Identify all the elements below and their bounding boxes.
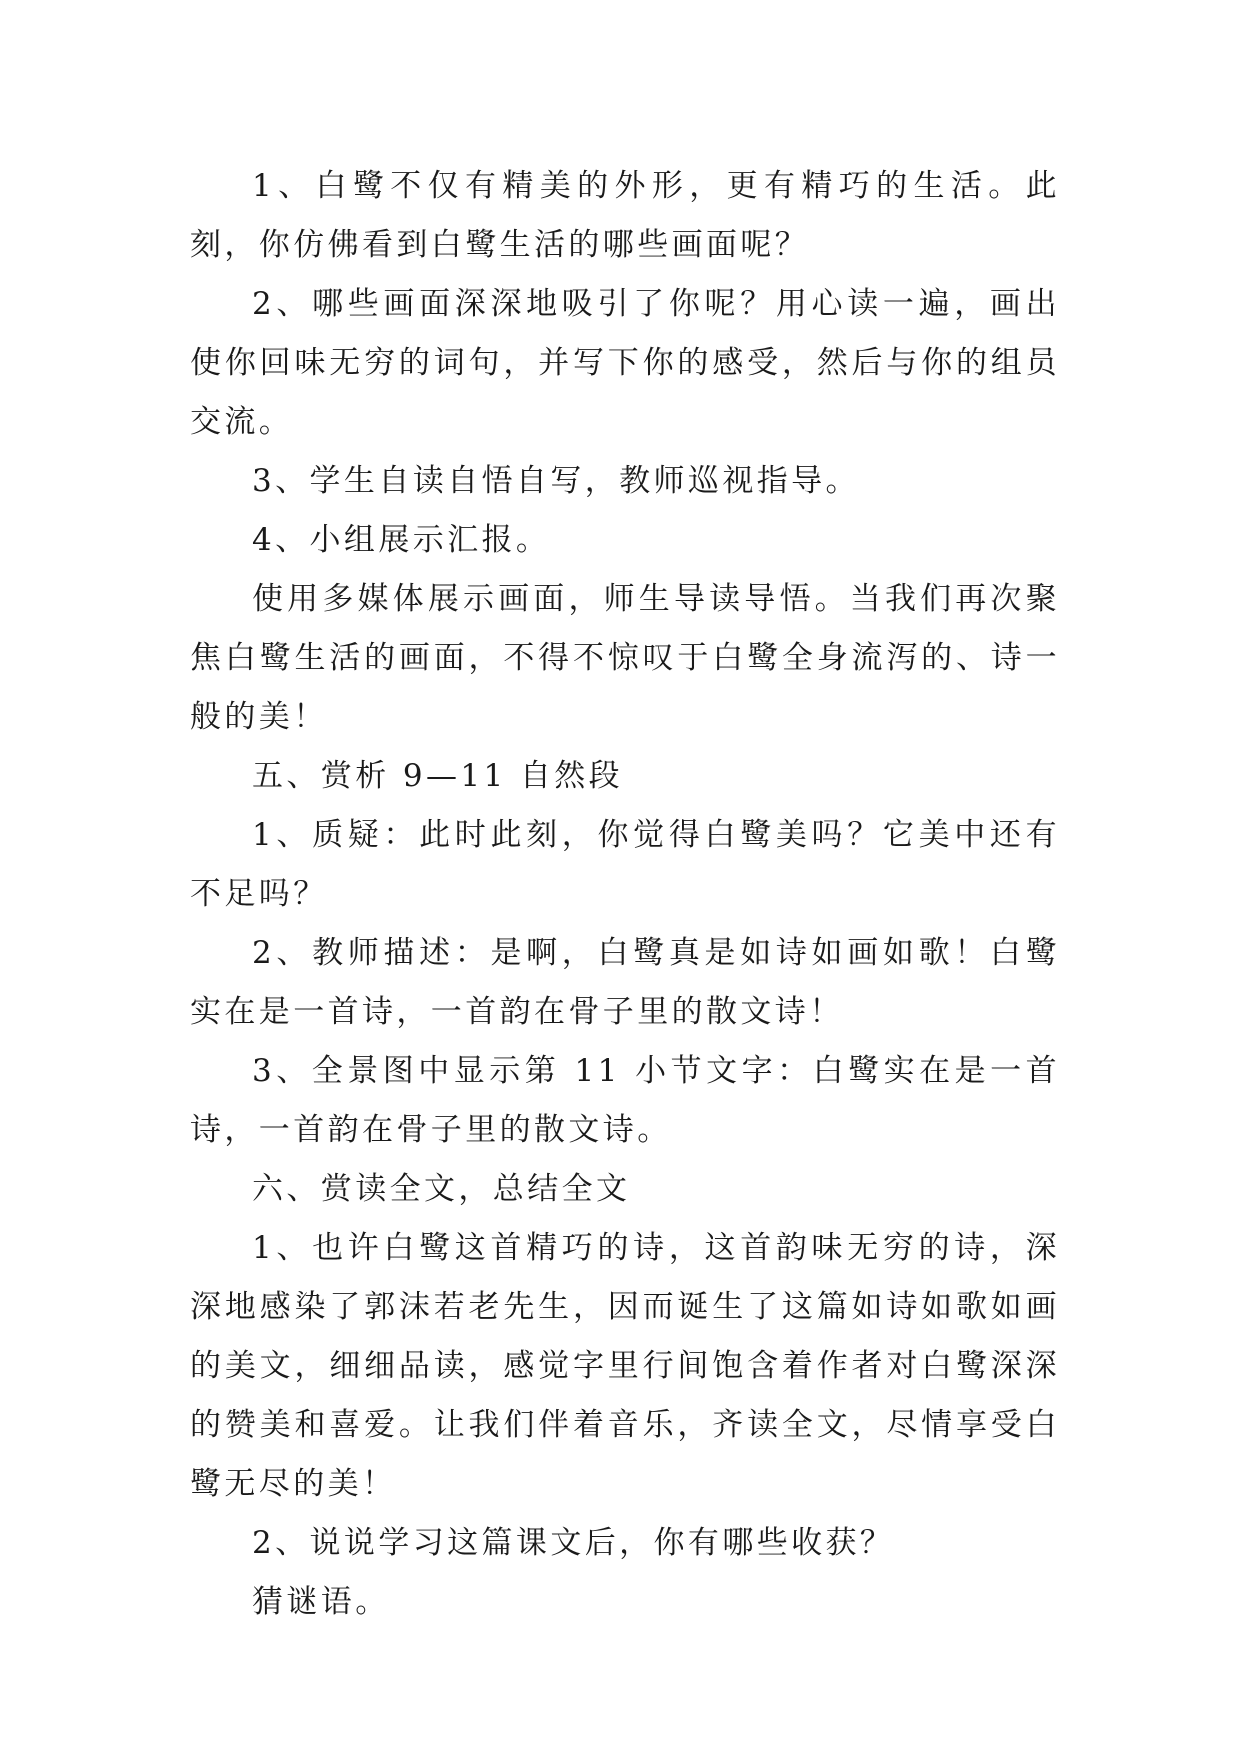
paragraph: 2、哪些画面深深地吸引了你呢？用心读一遍，画出使你回味无穷的词句，并写下你的感受，然后与你的组员交流。	[190, 286, 1060, 440]
document-body	[190, 157, 1060, 1632]
section-heading: 五、赏析 9—11 自然段	[252, 758, 624, 794]
paragraph: 1、白鹭不仅有精美的外形，更有精巧的生活。此刻，你仿佛看到白鹭生活的哪些画面呢？	[190, 168, 1060, 263]
paragraph: 4、小组展示汇报。	[252, 522, 551, 558]
paragraph: 3、学生自读自悟自写，教师巡视指导。	[252, 463, 860, 499]
paragraph: 猜谜语。	[252, 1584, 390, 1620]
paragraph: 1、也许白鹭这首精巧的诗，这首韵味无穷的诗，深深地感染了郭沫若老先生，因而诞生了这篇如诗如歌如画的美文，细细品读，感觉字里行间饱含着作者对白鹭深深的赞美和喜爱。让我们伴着音乐，齐读全文，尽情享受白鹭无尽的美！	[190, 1230, 1060, 1502]
paragraph: 2、教师描述：是啊，白鹭真是如诗如画如歌！白鹭实在是一首诗，一首韵在骨子里的散文诗！	[190, 935, 1060, 1030]
paragraph: 2、说说学习这篇课文后，你有哪些收获？	[252, 1525, 895, 1561]
paragraph: 1、质疑：此时此刻，你觉得白鹭美吗？它美中还有不足吗？	[190, 817, 1060, 912]
paragraph: 使用多媒体展示画面，师生导读导悟。当我们再次聚焦白鹭生活的画面，不得不惊叹于白鹭全身流泻的、诗一般的美！	[190, 581, 1060, 735]
paragraph: 3、全景图中显示第 11 小节文字：白鹭实在是一首诗，一首韵在骨子里的散文诗。	[190, 1053, 1060, 1148]
section-heading: 六、赏读全文，总结全文	[252, 1171, 631, 1207]
